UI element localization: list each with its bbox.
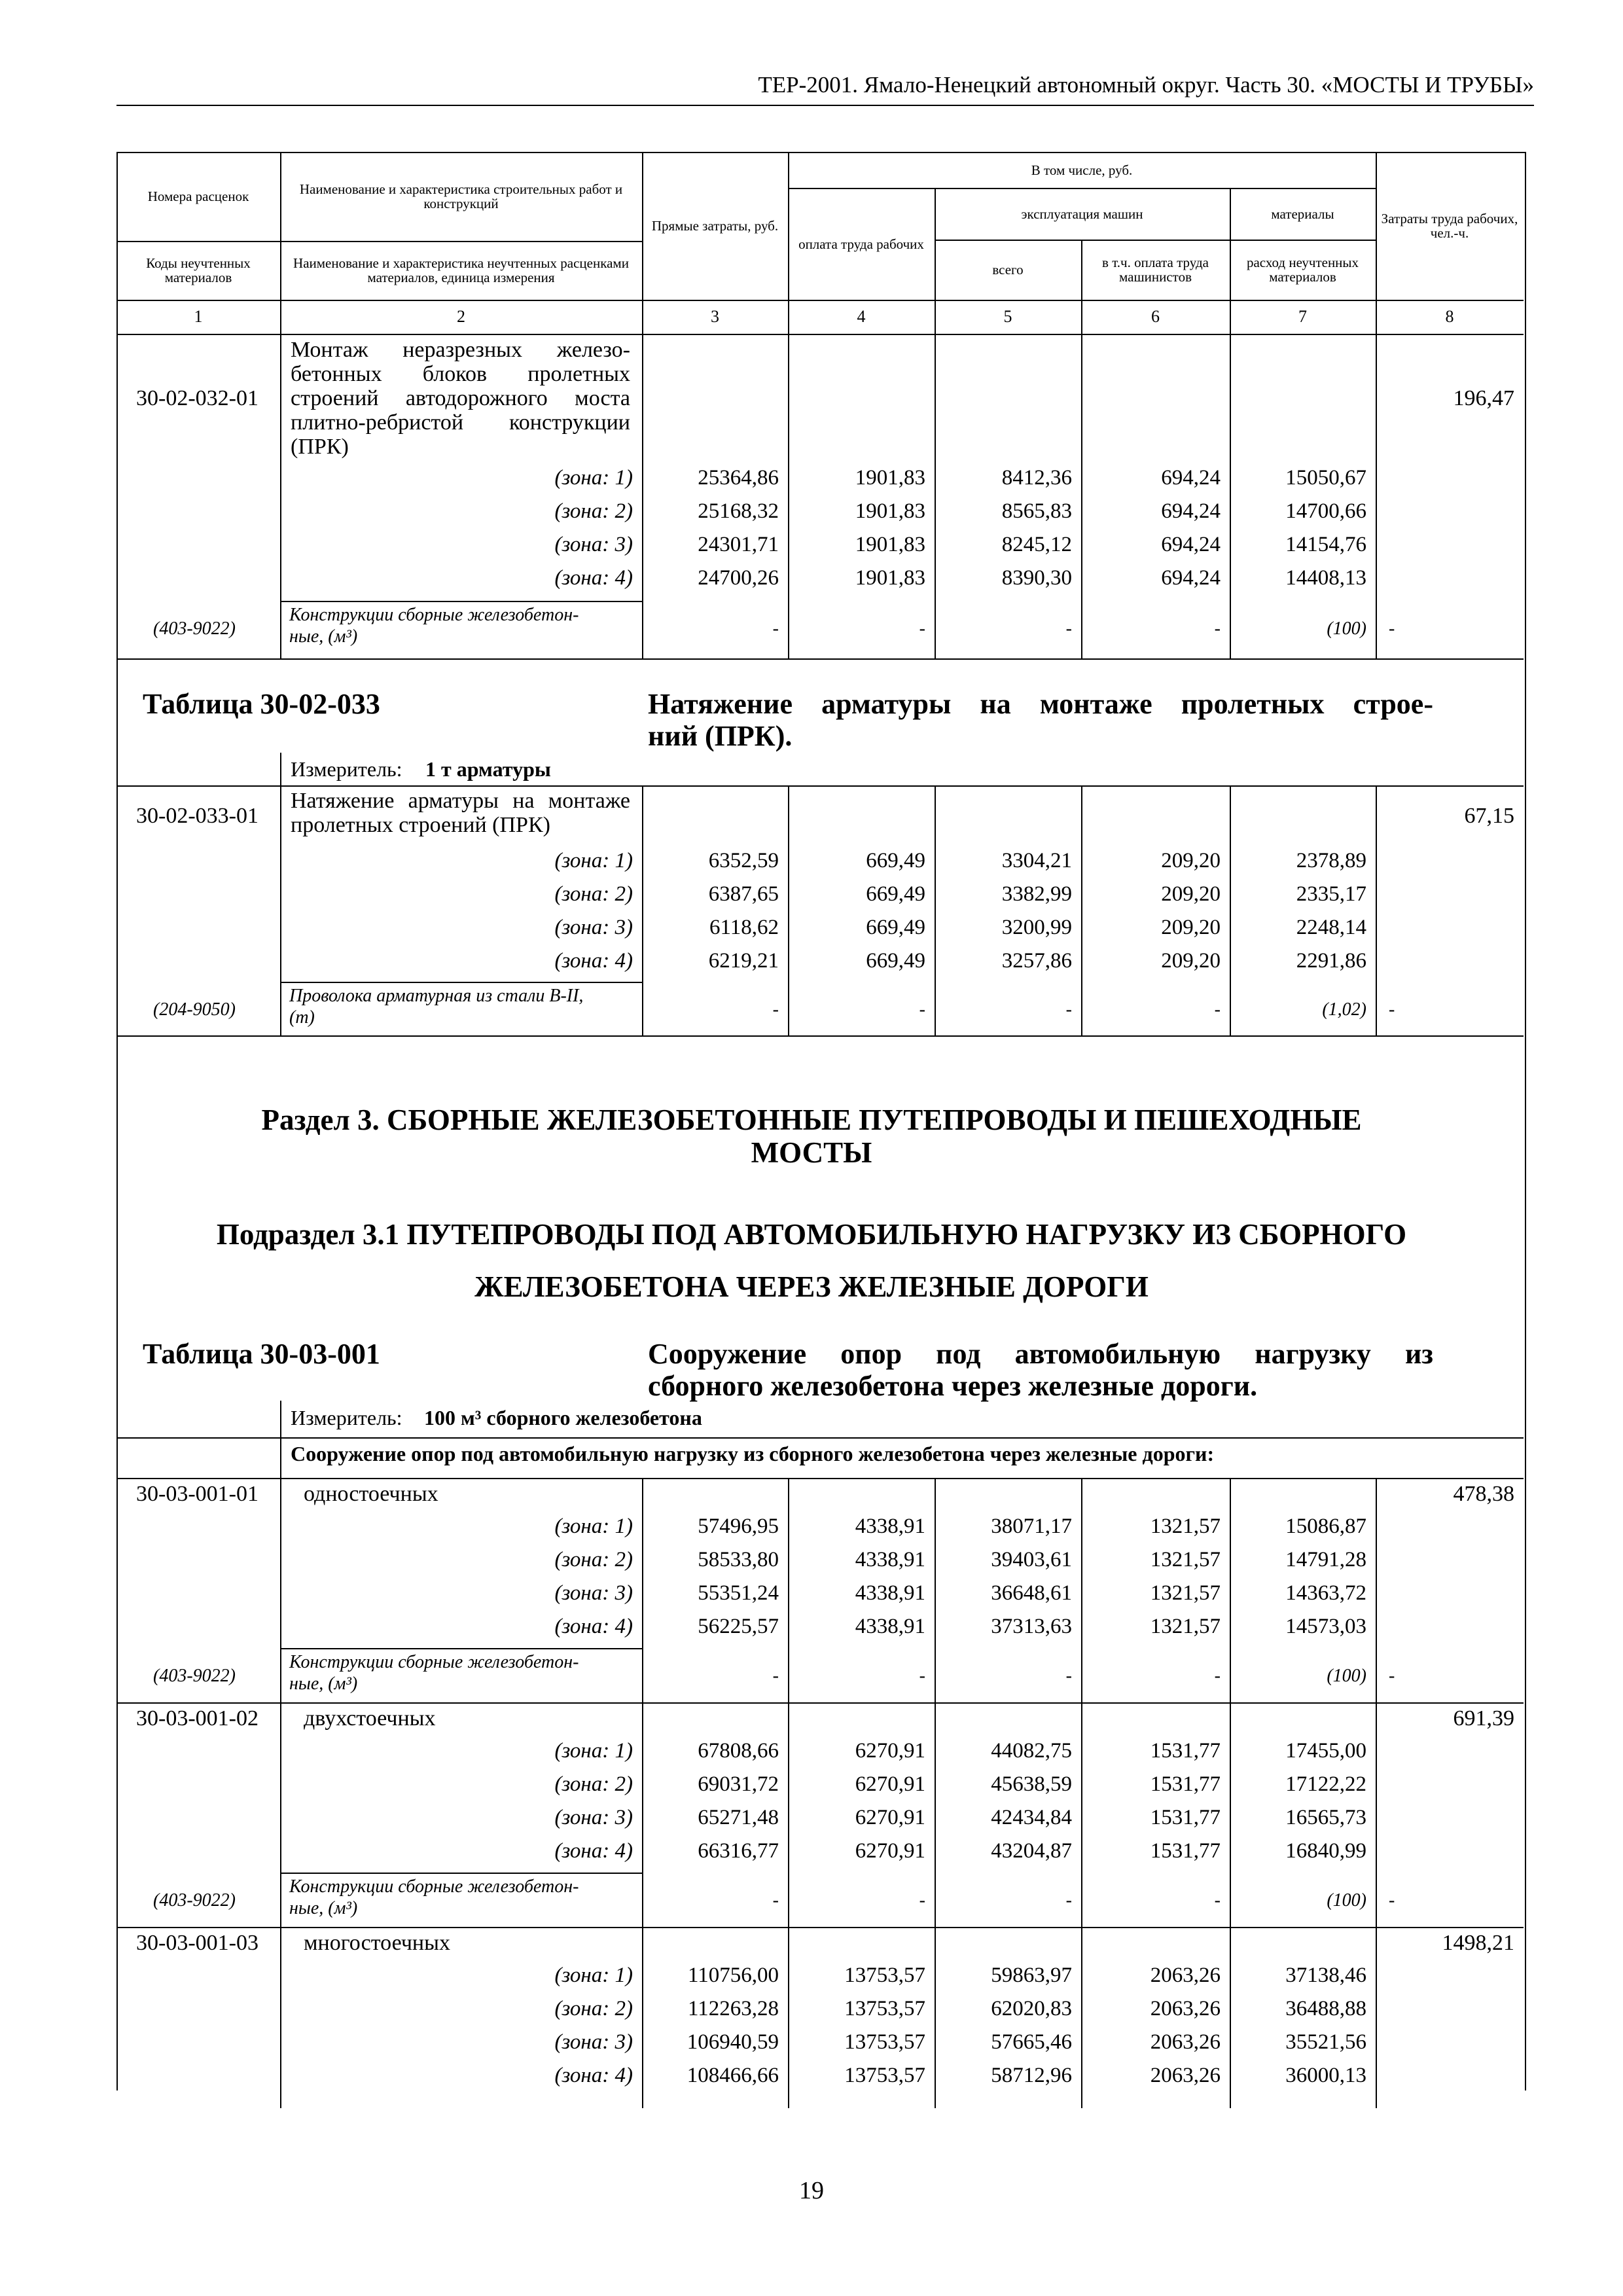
material-dash: - xyxy=(919,999,925,1020)
header-number: 8 xyxy=(1445,307,1454,326)
zone-value: 58712,96 xyxy=(991,2064,1072,2087)
zone-value: 14154,76 xyxy=(1285,533,1366,556)
zone-label: (зона: 3) xyxy=(554,2030,633,2054)
zone-value: 1531,77 xyxy=(1150,1806,1221,1829)
column-rule xyxy=(1376,1702,1377,1927)
material-dash: - xyxy=(1389,1666,1395,1686)
material-rule xyxy=(280,982,642,983)
block-end-rule xyxy=(116,1927,1524,1928)
zone-value: 3200,99 xyxy=(1001,916,1072,939)
column-rule xyxy=(935,785,936,1035)
column-rule xyxy=(280,1478,281,1702)
column-rule xyxy=(1376,785,1377,1035)
zone-value: 6270,91 xyxy=(855,1806,925,1829)
zone-value: 1901,83 xyxy=(855,566,925,590)
zone-value: 15086,87 xyxy=(1285,1515,1366,1538)
zone-value: 110756,00 xyxy=(687,1964,779,1987)
zone-value: 1321,57 xyxy=(1150,1615,1221,1638)
material-name-unit: ные, (м³) xyxy=(289,1898,358,1918)
zone-value: 13753,57 xyxy=(844,2030,925,2054)
zone-value: 62020,83 xyxy=(991,1997,1072,2020)
zone-value: 8390,30 xyxy=(1001,566,1072,590)
zone-value: 209,20 xyxy=(1161,882,1221,906)
material-rule xyxy=(280,601,642,602)
material-dash: - xyxy=(1065,1666,1072,1686)
material-quantity: (100) xyxy=(1327,1890,1366,1910)
work-name: одностоечных xyxy=(304,1482,438,1506)
zone-value: 1321,57 xyxy=(1150,1581,1221,1605)
work-name-line: строений автодорожного моста xyxy=(291,386,630,410)
zone-value: 209,20 xyxy=(1161,849,1221,872)
section-title-cont: МОСТЫ xyxy=(751,1136,872,1169)
zone-value: 3304,21 xyxy=(1001,849,1072,872)
header-machines: эксплуатация машин xyxy=(1021,206,1143,222)
block-end-rule xyxy=(116,658,1524,660)
column-rule xyxy=(1230,785,1231,1035)
zone-value: 24301,71 xyxy=(698,533,779,556)
zone-value: 1531,77 xyxy=(1150,1839,1221,1863)
labor-cost: 1498,21 xyxy=(1442,1931,1514,1955)
zone-value: 1321,57 xyxy=(1150,1515,1221,1538)
zone-value: 694,24 xyxy=(1161,499,1221,523)
zone-label: (зона: 4) xyxy=(554,1615,633,1638)
material-code: (403-9022) xyxy=(153,619,236,639)
zone-value: 58533,80 xyxy=(698,1548,779,1571)
material-name: Проволока арматурная из стали В-II, xyxy=(289,986,584,1006)
zone-value: 38071,17 xyxy=(991,1515,1072,1538)
zone-value: 14791,28 xyxy=(1285,1548,1366,1571)
section-title: Раздел 3. СБОРНЫЕ ЖЕЛЕЗОБЕТОННЫЕ ПУТЕПРОВОДЫ И ПЕШЕХОДНЫЕ xyxy=(261,1103,1362,1136)
zone-value: 8245,12 xyxy=(1001,533,1072,556)
table-label: Таблица 30-02-033 xyxy=(143,688,380,720)
material-dash: - xyxy=(772,1890,779,1910)
column-rule xyxy=(1081,1927,1082,2108)
header-col5: всего xyxy=(992,262,1024,278)
column-rule xyxy=(280,1401,281,1479)
zone-label: (зона: 1) xyxy=(554,466,633,490)
zone-label: (зона: 2) xyxy=(554,1548,633,1571)
zone-value: 43204,87 xyxy=(991,1839,1072,1863)
zone-value: 59863,97 xyxy=(991,1964,1072,1987)
column-rule xyxy=(1081,334,1082,658)
zone-value: 3257,86 xyxy=(1001,949,1072,973)
header-number: 2 xyxy=(457,307,465,326)
column-rule xyxy=(935,334,936,658)
zone-value: 1531,77 xyxy=(1150,1739,1221,1763)
zone-value: 4338,91 xyxy=(855,1548,925,1571)
header-number: 5 xyxy=(1003,307,1012,326)
column-rule xyxy=(642,334,643,658)
page-number: 19 xyxy=(799,2177,824,2204)
zone-value: 14700,66 xyxy=(1285,499,1366,523)
header-col2-top: Наименование и характеристика строительных работ и конструкций xyxy=(299,181,623,211)
work-name-line: плитно-ребристой конструкции xyxy=(291,410,630,435)
material-dash: - xyxy=(1214,1890,1221,1910)
zone-value: 6118,62 xyxy=(709,916,779,939)
block-end-rule xyxy=(116,1702,1524,1704)
header-col2-bottom: Наименование и характеристика неучтенных расценками материалов, единица измерения xyxy=(293,255,629,285)
zone-value: 2063,26 xyxy=(1150,2030,1221,2054)
zone-value: 669,49 xyxy=(866,882,925,906)
zone-value: 2291,86 xyxy=(1296,949,1366,973)
zone-value: 108466,66 xyxy=(687,2064,779,2087)
group-rule xyxy=(116,1478,1524,1479)
zone-label: (зона: 1) xyxy=(554,1515,633,1538)
material-dash: - xyxy=(1214,1666,1221,1686)
column-rule xyxy=(280,1927,281,2108)
column-rule xyxy=(280,334,281,658)
column-rule xyxy=(642,1927,643,2108)
zone-label: (зона: 1) xyxy=(554,849,633,872)
header-number: 7 xyxy=(1298,307,1307,326)
zone-value: 2248,14 xyxy=(1296,916,1366,939)
zone-value: 25364,86 xyxy=(698,466,779,490)
table-title: Натяжение арматуры на монтаже пролетных строе- xyxy=(648,688,1433,720)
header-number: 1 xyxy=(194,307,203,326)
zone-value: 694,24 xyxy=(1161,533,1221,556)
material-dash: - xyxy=(1065,999,1072,1020)
table-title: Сооружение опор под автомобильную нагрузку из xyxy=(648,1338,1433,1370)
material-dash: - xyxy=(1065,619,1072,639)
material-dash: - xyxy=(1389,1890,1395,1910)
material-dash: - xyxy=(772,619,779,639)
column-rule xyxy=(1230,1927,1231,2108)
zone-label: (зона: 2) xyxy=(554,1772,633,1796)
zone-value: 14573,03 xyxy=(1285,1615,1366,1638)
zone-value: 1531,77 xyxy=(1150,1772,1221,1796)
table-title-cont: ний (ПРК). xyxy=(648,720,793,752)
group-title: Сооружение опор под автомобильную нагрузку из сборного железобетона через железные дороги: xyxy=(291,1442,1215,1465)
zone-value: 17122,22 xyxy=(1285,1772,1366,1796)
zone-label: (зона: 2) xyxy=(554,499,633,523)
work-name: многостоечных xyxy=(304,1931,450,1955)
material-name: Конструкции сборные железобетон- xyxy=(289,1876,579,1897)
subsection-title-cont: ЖЕЛЕЗОБЕТОНА ЧЕРЕЗ ЖЕЛЕЗНЫЕ ДОРОГИ xyxy=(474,1270,1149,1303)
zone-value: 16840,99 xyxy=(1285,1839,1366,1863)
column-rule xyxy=(935,1702,936,1927)
material-rule xyxy=(280,1648,642,1649)
column-rule xyxy=(788,334,789,658)
zone-value: 669,49 xyxy=(866,949,925,973)
zone-label: (зона: 3) xyxy=(554,916,633,939)
column-rule xyxy=(788,1927,789,2108)
material-name-unit: ные, (м³) xyxy=(289,1674,358,1694)
zone-value: 35521,56 xyxy=(1285,2030,1366,2054)
zone-value: 2063,26 xyxy=(1150,2064,1221,2087)
column-rule xyxy=(935,1478,936,1702)
zone-value: 694,24 xyxy=(1161,466,1221,490)
work-name-line: пролетных строений (ПРК) xyxy=(291,813,550,837)
zone-value: 24700,26 xyxy=(698,566,779,590)
zone-label: (зона: 1) xyxy=(554,1964,633,1987)
zone-value: 1901,83 xyxy=(855,499,925,523)
running-header: ТЕР-2001. Ямало-Ненецкий автономный округ. Часть 30. «МОСТЫ И ТРУБЫ» xyxy=(758,72,1534,98)
zone-value: 6387,65 xyxy=(708,882,779,906)
column-rule xyxy=(1376,334,1377,658)
subsection-title: Подраздел 3.1 ПУТЕПРОВОДЫ ПОД АВТОМОБИЛЬНУЮ НАГРУЗКУ ИЗ СБОРНОГО xyxy=(216,1218,1407,1251)
zone-value: 209,20 xyxy=(1161,916,1221,939)
zone-label: (зона: 4) xyxy=(554,566,633,590)
measure-label: Измеритель: xyxy=(291,1406,402,1429)
zone-label: (зона: 1) xyxy=(554,1739,633,1763)
column-rule xyxy=(642,1478,643,1702)
zone-value: 13753,57 xyxy=(844,1964,925,1987)
zone-label: (зона: 4) xyxy=(554,1839,633,1863)
zone-value: 4338,91 xyxy=(855,1615,925,1638)
zone-value: 14363,72 xyxy=(1285,1581,1366,1605)
material-code: (403-9022) xyxy=(153,1890,236,1910)
zone-value: 1901,83 xyxy=(855,533,925,556)
material-quantity: (100) xyxy=(1327,1666,1366,1686)
header-col4: оплата труда рабочих xyxy=(798,236,924,252)
column-rule xyxy=(642,1702,643,1927)
rate-code: 30-03-001-01 xyxy=(136,1482,259,1506)
column-rule xyxy=(1376,1478,1377,1702)
zone-value: 39403,61 xyxy=(991,1548,1072,1571)
zone-value: 36488,88 xyxy=(1285,1997,1366,2020)
zone-value: 36648,61 xyxy=(991,1581,1072,1605)
material-dash: - xyxy=(1389,619,1395,639)
zone-value: 17455,00 xyxy=(1285,1739,1366,1763)
zone-value: 13753,57 xyxy=(844,2064,925,2087)
column-rule xyxy=(1230,1478,1231,1702)
column-rule xyxy=(280,785,281,1035)
zone-value: 13753,57 xyxy=(844,1997,925,2020)
rate-code: 30-02-033-01 xyxy=(136,804,259,828)
zone-value: 42434,84 xyxy=(991,1806,1072,1829)
zone-value: 25168,32 xyxy=(698,499,779,523)
measure-value: 100 м³ сборного железобетона xyxy=(424,1406,702,1429)
zone-value: 694,24 xyxy=(1161,566,1221,590)
header-number: 6 xyxy=(1151,307,1160,326)
zone-value: 6352,59 xyxy=(708,849,779,872)
zone-value: 15050,67 xyxy=(1285,466,1366,490)
material-quantity: (100) xyxy=(1327,619,1366,639)
material-rule xyxy=(280,1873,642,1874)
column-rule xyxy=(1230,1702,1231,1927)
material-dash: - xyxy=(772,999,779,1020)
work-name-line: бетонных блоков пролетных xyxy=(291,362,630,386)
material-dash: - xyxy=(772,1666,779,1686)
rate-code: 30-03-001-03 xyxy=(136,1931,259,1955)
zone-value: 2378,89 xyxy=(1296,849,1366,872)
zone-label: (зона: 2) xyxy=(554,882,633,906)
rate-code: 30-02-032-01 xyxy=(136,386,259,410)
header-rule xyxy=(116,105,1534,106)
zone-value: 6270,91 xyxy=(855,1739,925,1763)
column-rule xyxy=(935,1927,936,2108)
zone-value: 44082,75 xyxy=(991,1739,1072,1763)
labor-cost: 67,15 xyxy=(1464,804,1514,828)
header-rule-end xyxy=(116,334,1524,335)
header-number: 4 xyxy=(857,307,866,326)
zone-value: 55351,24 xyxy=(698,1581,779,1605)
material-dash: - xyxy=(919,619,925,639)
column-rule xyxy=(642,785,643,1035)
zone-value: 37313,63 xyxy=(991,1615,1072,1638)
material-name-unit: (т) xyxy=(289,1007,315,1028)
material-dash: - xyxy=(919,1890,925,1910)
zone-value: 3382,99 xyxy=(1001,882,1072,906)
zone-value: 45638,59 xyxy=(991,1772,1072,1796)
column-rule xyxy=(1081,785,1082,1035)
labor-cost: 196,47 xyxy=(1453,386,1514,410)
material-dash: - xyxy=(919,1666,925,1686)
work-name-line: (ПРК) xyxy=(291,435,349,459)
zone-value: 8565,83 xyxy=(1001,499,1072,523)
measure-value: 1 т арматуры xyxy=(425,757,551,781)
material-quantity: (1,02) xyxy=(1322,999,1366,1020)
zone-value: 36000,13 xyxy=(1285,2064,1366,2087)
material-dash: - xyxy=(1389,999,1395,1020)
column-rule xyxy=(1081,1702,1082,1927)
work-name-line: Натяжение арматуры на монтаже xyxy=(291,789,630,813)
zone-value: 4338,91 xyxy=(855,1581,925,1605)
zone-value: 14408,13 xyxy=(1285,566,1366,590)
material-code: (204-9050) xyxy=(153,999,236,1020)
zone-value: 1321,57 xyxy=(1150,1548,1221,1571)
zone-value: 57496,95 xyxy=(698,1515,779,1538)
material-code: (403-9022) xyxy=(153,1666,236,1686)
material-name: Конструкции сборные железобетон- xyxy=(289,1652,579,1672)
block-end-rule xyxy=(116,1035,1524,1037)
zone-value: 669,49 xyxy=(866,849,925,872)
zone-label: (зона: 3) xyxy=(554,1806,633,1829)
header-col3: Прямые затраты, руб. xyxy=(651,218,779,234)
table-start-rule xyxy=(116,1437,1524,1439)
material-dash: - xyxy=(1214,619,1221,639)
work-name: двухстоечных xyxy=(304,1706,436,1731)
table-label: Таблица 30-03-001 xyxy=(143,1338,380,1370)
rate-code: 30-03-001-02 xyxy=(136,1706,259,1731)
zone-label: (зона: 4) xyxy=(554,949,633,973)
material-name: Конструкции сборные железобетон- xyxy=(289,605,579,625)
zone-label: (зона: 4) xyxy=(554,2064,633,2087)
zone-value: 66316,77 xyxy=(698,1839,779,1863)
zone-value: 2335,17 xyxy=(1296,882,1366,906)
zone-value: 65271,48 xyxy=(698,1806,779,1829)
zone-value: 1901,83 xyxy=(855,466,925,490)
zone-value: 8412,36 xyxy=(1001,466,1072,490)
header-group: В том числе, руб. xyxy=(1031,162,1133,178)
labor-cost: 691,39 xyxy=(1453,1706,1514,1731)
column-rule xyxy=(788,785,789,1035)
column-rule xyxy=(788,1702,789,1927)
header-col1-top: Номера расценок xyxy=(147,188,249,204)
zone-value: 106940,59 xyxy=(687,2030,779,2054)
header-materials: материалы xyxy=(1271,206,1334,222)
material-dash: - xyxy=(1065,1890,1072,1910)
column-rule xyxy=(1376,1927,1377,2108)
header-col7: расход неучтенных материалов xyxy=(1246,255,1359,285)
zone-value: 69031,72 xyxy=(698,1772,779,1796)
zone-value: 6270,91 xyxy=(855,1839,925,1863)
work-name-line: Монтаж неразрезных железо- xyxy=(291,338,630,362)
zone-value: 2063,26 xyxy=(1150,1997,1221,2020)
zone-value: 6270,91 xyxy=(855,1772,925,1796)
zone-value: 112263,28 xyxy=(687,1997,779,2020)
zone-value: 16565,73 xyxy=(1285,1806,1366,1829)
labor-cost: 478,38 xyxy=(1453,1482,1514,1506)
zone-value: 2063,26 xyxy=(1150,1964,1221,1987)
zone-value: 6219,21 xyxy=(708,949,779,973)
zone-value: 209,20 xyxy=(1161,949,1221,973)
zone-value: 56225,57 xyxy=(698,1615,779,1638)
header-col1-bottom: Коды неучтенных материалов xyxy=(146,255,251,285)
zone-value: 4338,91 xyxy=(855,1515,925,1538)
material-dash: - xyxy=(1214,999,1221,1020)
column-rule xyxy=(788,1478,789,1702)
table-start-rule xyxy=(116,785,1524,787)
column-rule xyxy=(280,1702,281,1927)
zone-label: (зона: 3) xyxy=(554,1581,633,1605)
material-name-unit: ные, (м³) xyxy=(289,626,358,647)
zone-label: (зона: 3) xyxy=(554,533,633,556)
column-rule xyxy=(1230,334,1231,658)
table-title-cont: сборного железобетона через железные дороги. xyxy=(648,1370,1258,1402)
measure-label: Измеритель: xyxy=(291,757,402,781)
zone-value: 37138,46 xyxy=(1285,1964,1366,1987)
zone-value: 57665,46 xyxy=(991,2030,1072,2054)
header-col6: в т.ч. оплата труда машинистов xyxy=(1102,255,1209,285)
zone-label: (зона: 2) xyxy=(554,1997,633,2020)
zone-value: 669,49 xyxy=(866,916,925,939)
column-rule xyxy=(1081,1478,1082,1702)
zone-value: 67808,66 xyxy=(698,1739,779,1763)
header-number: 3 xyxy=(711,307,719,326)
header-col8: Затраты труда рабочих, чел.-ч. xyxy=(1381,211,1518,241)
column-rule xyxy=(280,753,281,785)
